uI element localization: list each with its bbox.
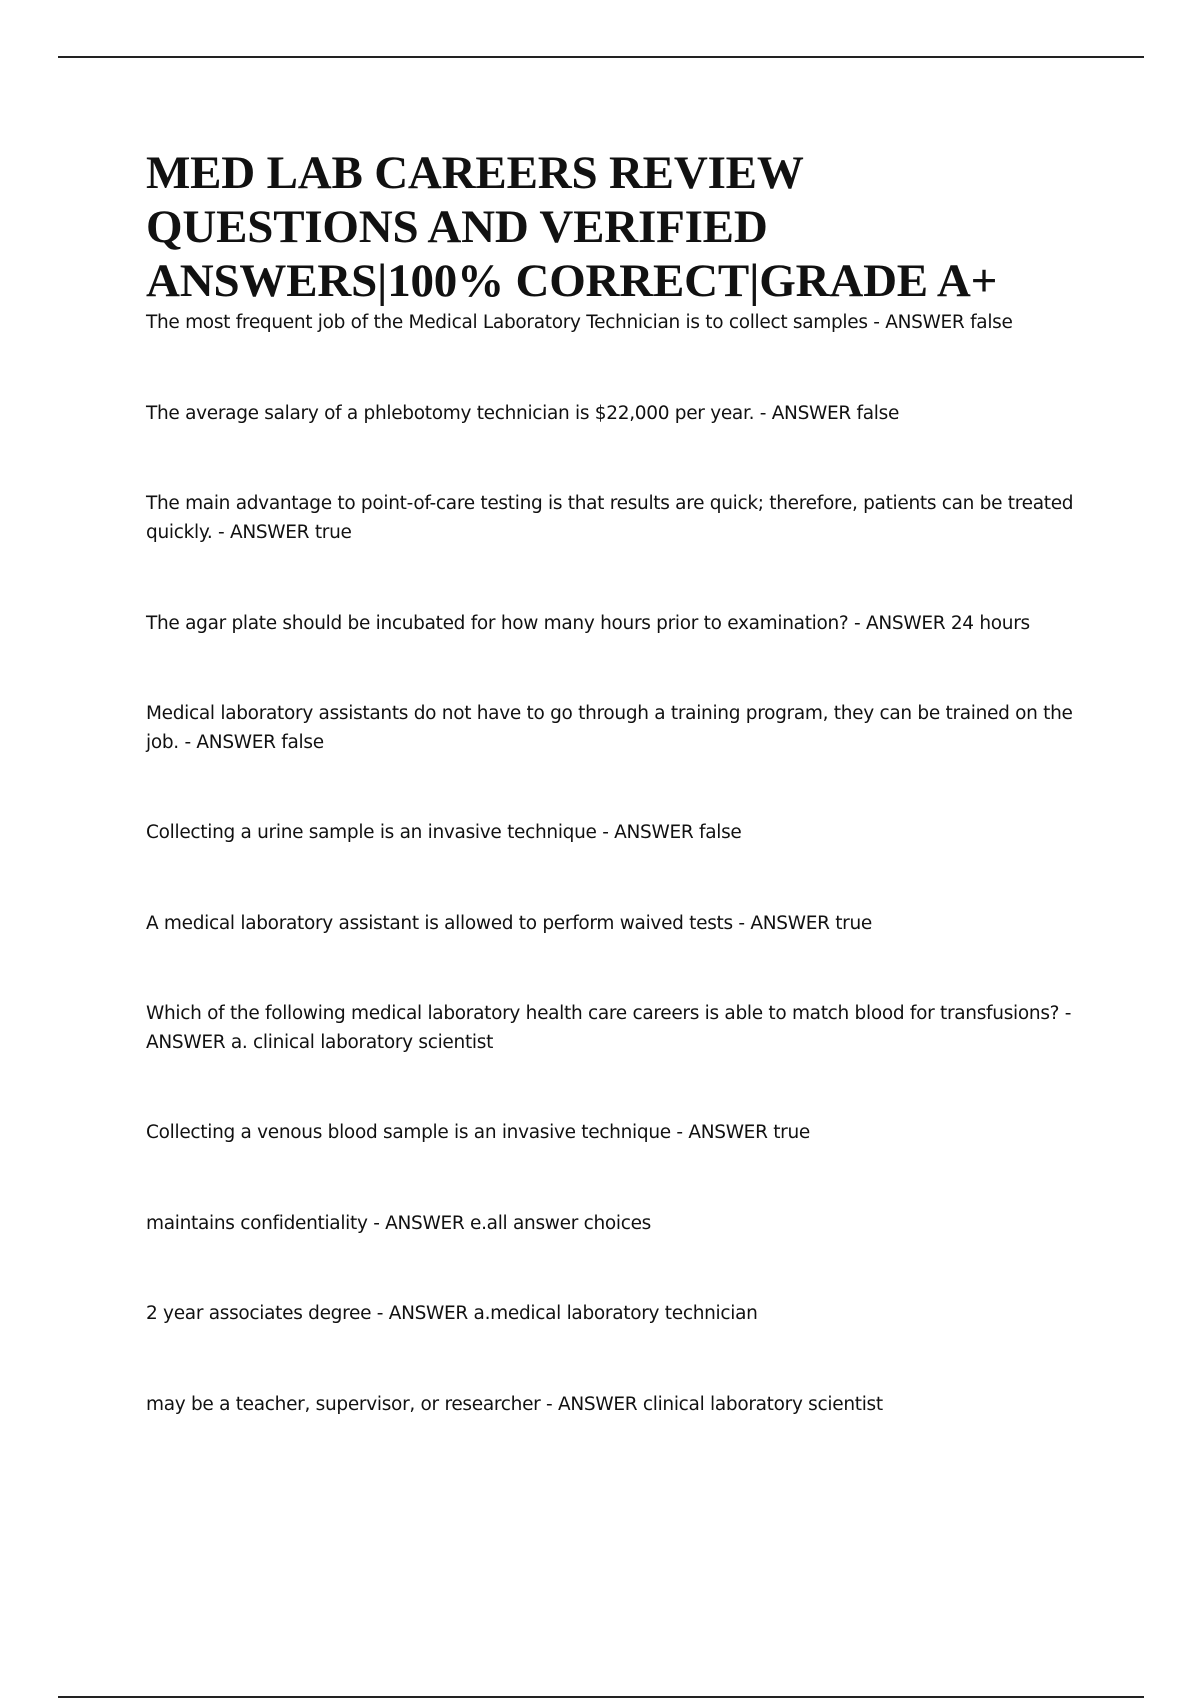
qa-item: maintains confidentiality - ANSWER e.all answer choices	[146, 1213, 652, 1234]
qa-item: The main advantage to point-of-care testing is that results are quick; therefore, patients can be treated quickly. - ANSWER true	[146, 493, 1074, 543]
qa-item: may be a teacher, supervisor, or researcher - ANSWER clinical laboratory scientist	[146, 1394, 883, 1415]
qa-list	[146, 308, 1086, 1419]
qa-item: A medical laboratory assistant is allowed to perform waived tests - ANSWER true	[146, 913, 872, 934]
bottom-rule	[58, 1696, 1144, 1698]
qa-item: Collecting a urine sample is an invasive technique - ANSWER false	[146, 822, 742, 843]
qa-item: The most frequent job of the Medical Laboratory Technician is to collect samples - ANSWER false	[146, 312, 1013, 333]
qa-item: Medical laboratory assistants do not have to go through a training program, they can be trained on the job. - ANSWER false	[146, 703, 1073, 753]
document-title: MED LAB CAREERS REVIEW QUESTIONS AND VERIFIED ANSWERS|100% CORRECT|GRADE A+	[146, 147, 998, 307]
qa-item: The average salary of a phlebotomy technician is $22,000 per year. - ANSWER false	[146, 403, 900, 424]
qa-item: Collecting a venous blood sample is an invasive technique - ANSWER true	[146, 1122, 810, 1143]
qa-item: Which of the following medical laboratory health care careers is able to match blood for transfusions? - ANSWER a. clinical laboratory scientist	[146, 1003, 1072, 1053]
qa-item: 2 year associates degree - ANSWER a.medical laboratory technician	[146, 1303, 758, 1324]
qa-item: The agar plate should be incubated for how many hours prior to examination? - ANSWER 24 hours	[146, 613, 1030, 634]
top-rule	[58, 56, 1144, 58]
document-body	[146, 146, 1086, 1419]
